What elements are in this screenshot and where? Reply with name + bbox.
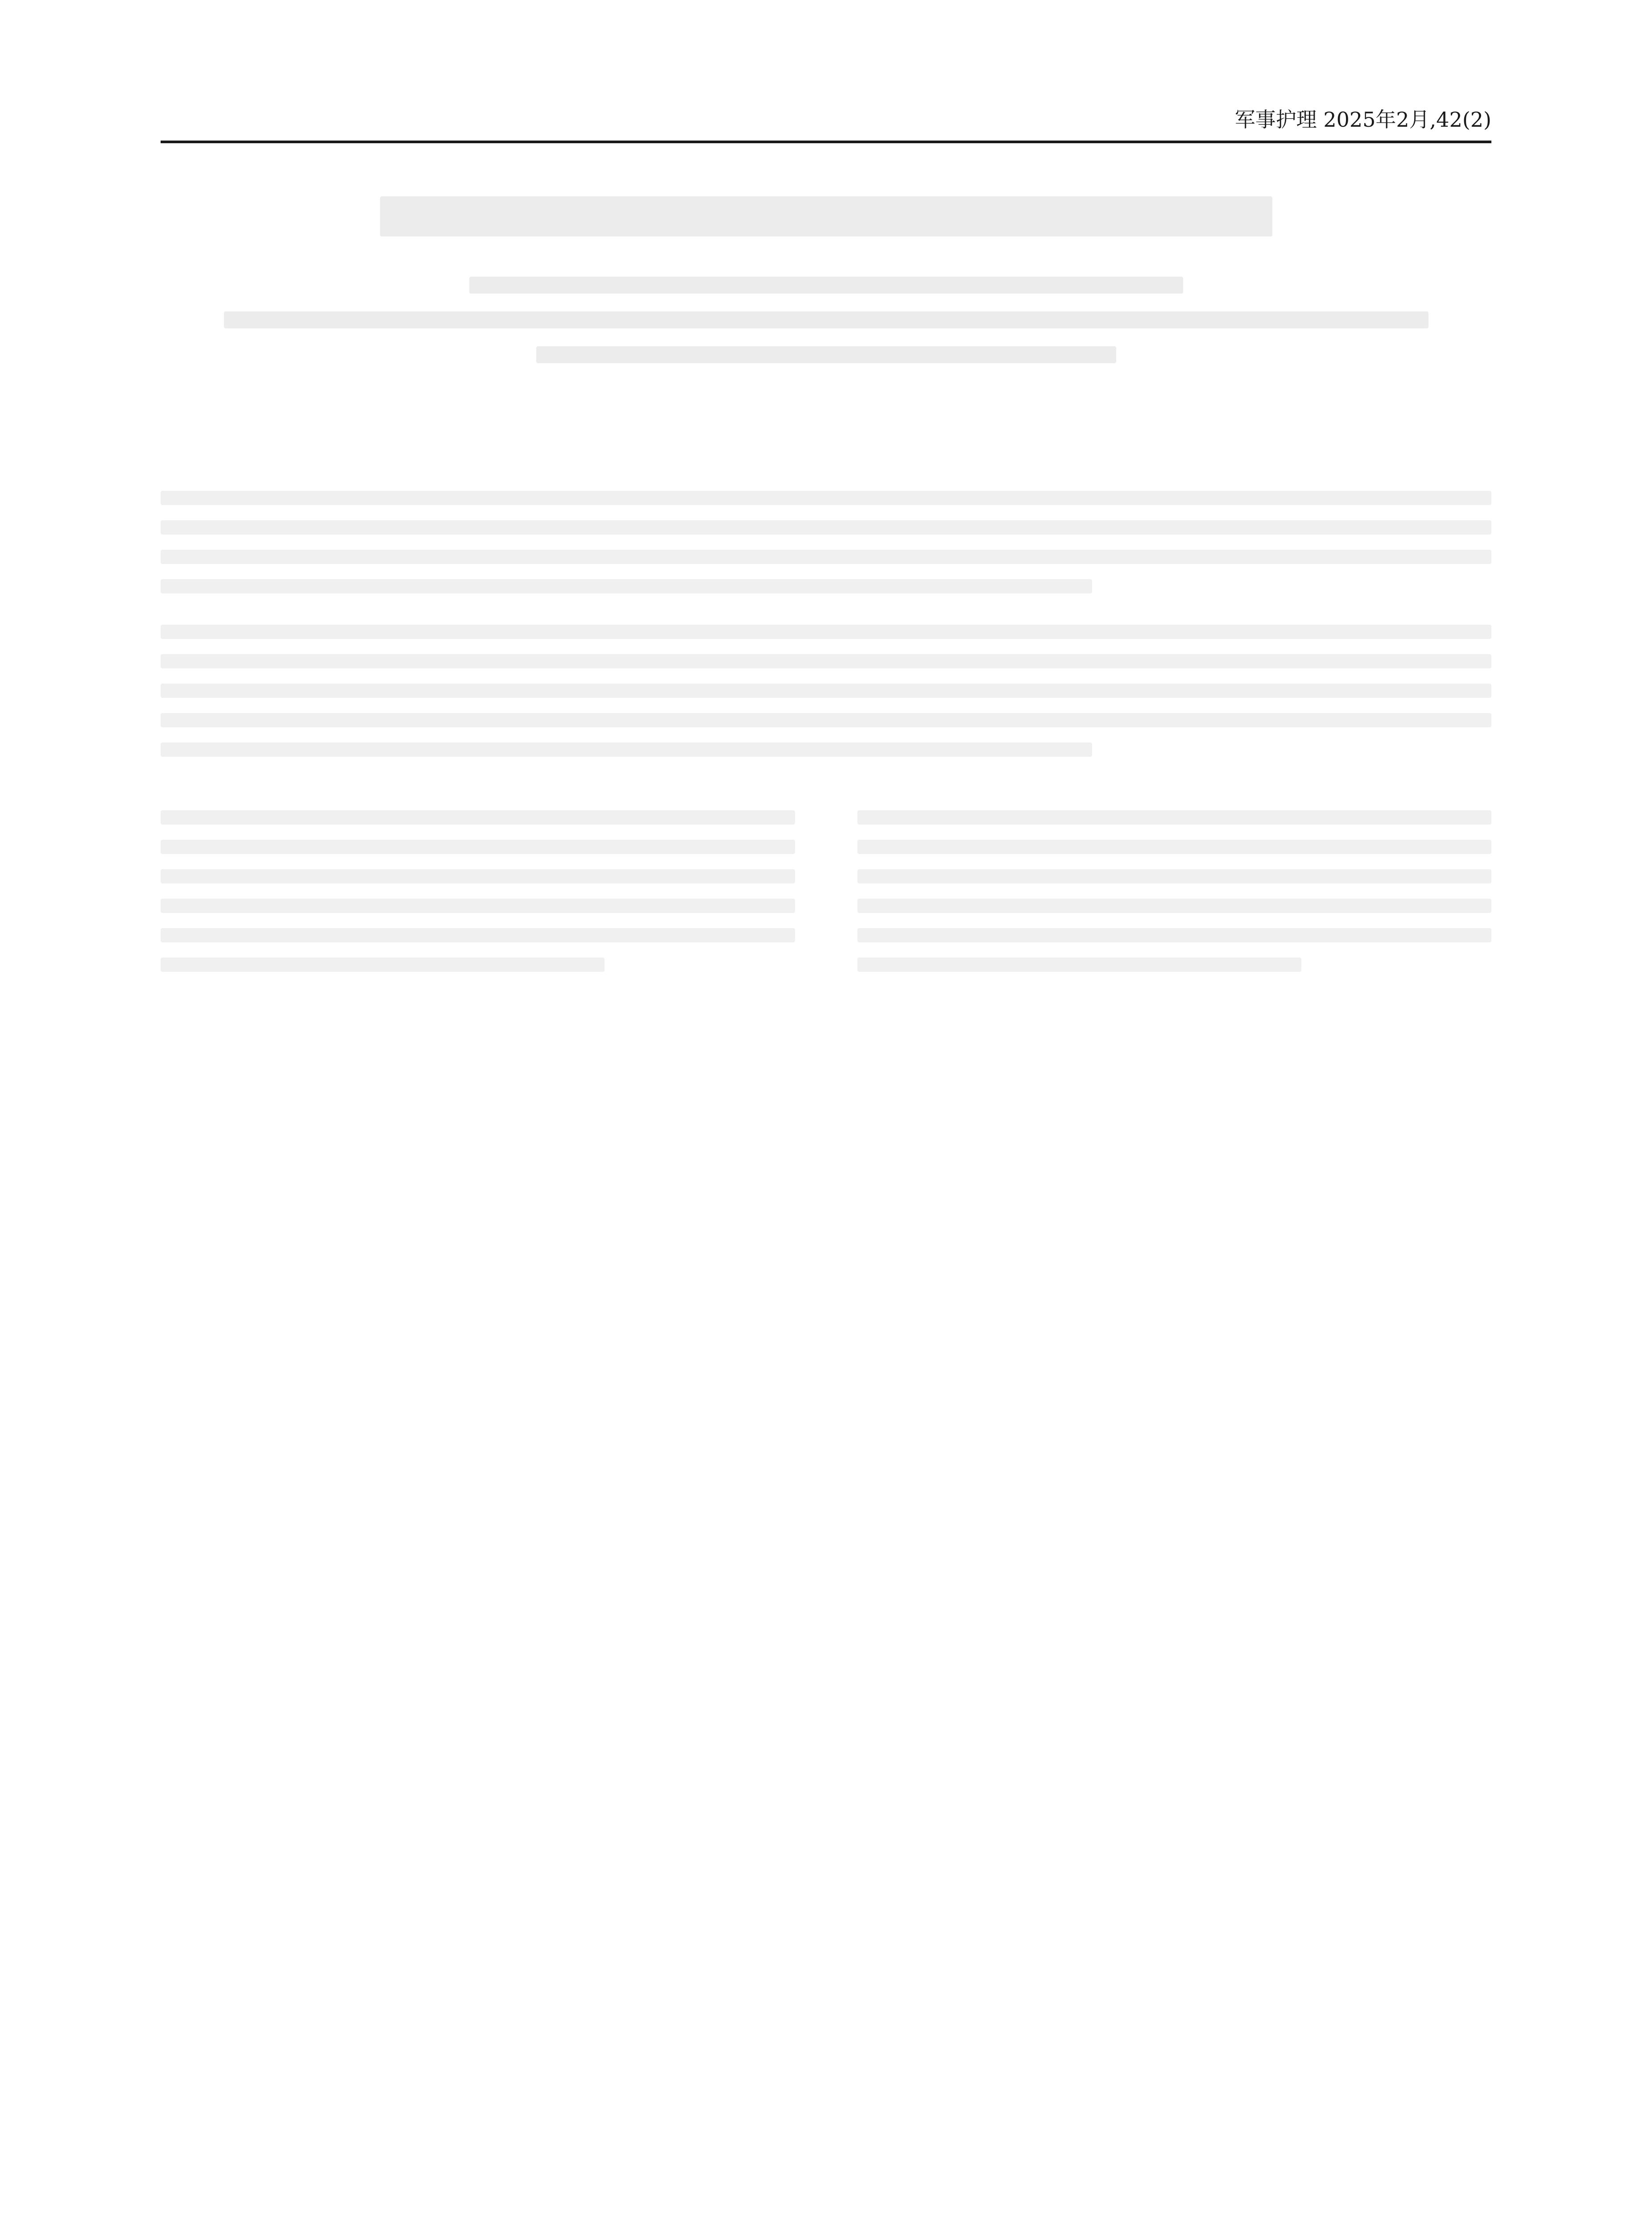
- two-column-body: [161, 810, 1491, 1003]
- affiliations: [224, 311, 1428, 328]
- english-abstract-block: [161, 625, 1491, 757]
- author-list: [469, 277, 1183, 294]
- article-title: [380, 196, 1272, 236]
- article-header: [161, 196, 1491, 381]
- right-column: [857, 810, 1492, 1003]
- journal-issue: 军事护理 2025年2月,42(2): [1234, 108, 1491, 132]
- affiliations-continued: [536, 346, 1116, 363]
- left-column: [161, 810, 795, 1003]
- running-header: [161, 96, 1491, 143]
- article-body: [161, 491, 1491, 2203]
- abstract-block: [161, 491, 1491, 593]
